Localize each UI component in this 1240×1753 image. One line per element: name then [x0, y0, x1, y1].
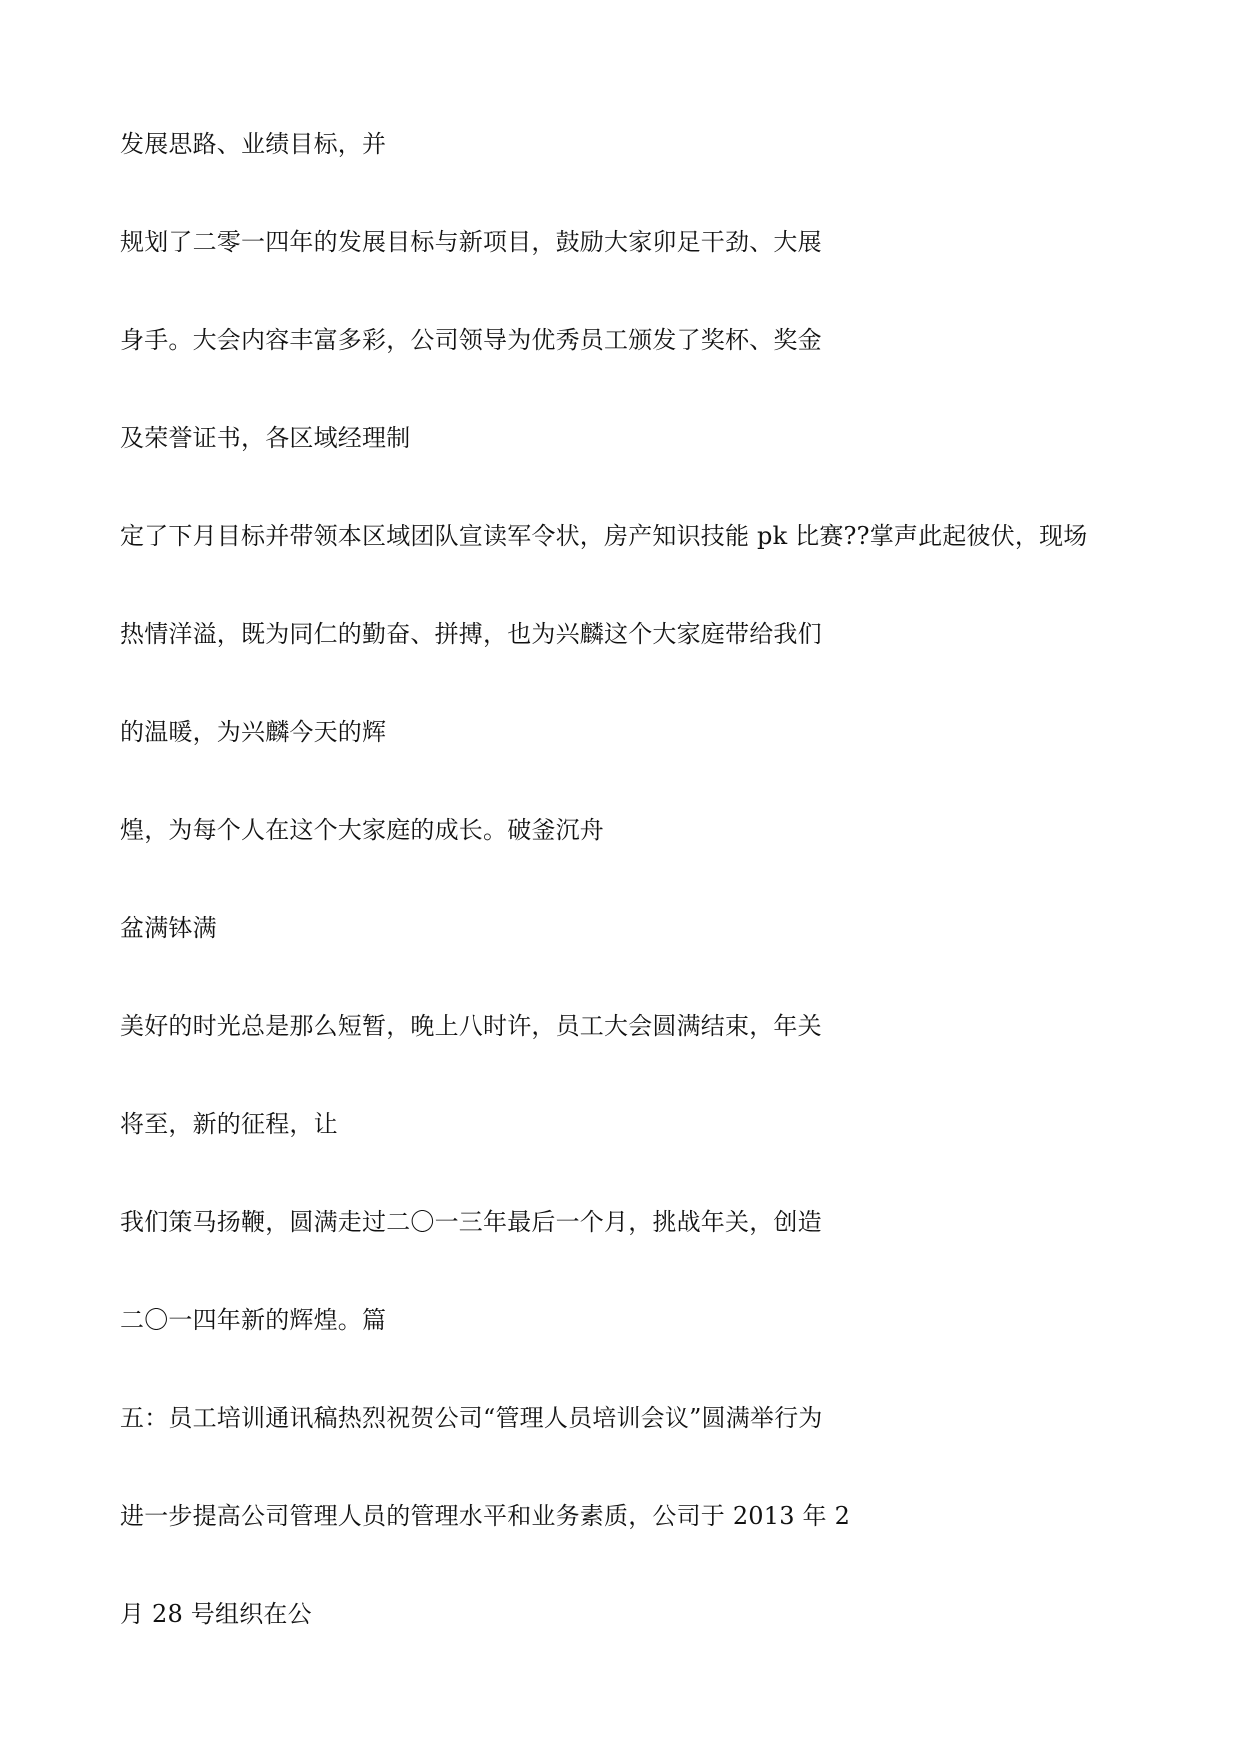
section-title-line: 五：员工培训通讯稿热烈祝贺公司“管理人员培训会议”圆满举行为 [120, 1404, 823, 1432]
text-line: 规划了二零一四年的发展目标与新项目，鼓励大家卯足干劲、大展 [120, 228, 822, 256]
text-line: 煌，为每个人在这个大家庭的成长。破釜沉舟 [120, 816, 604, 844]
text-line: 的温暖，为兴麟今天的辉 [120, 718, 387, 746]
text-line: 定了下月目标并带领本区域团队宣读军令状，房产知识技能 pk 比赛??掌声此起彼伏，现场 [120, 522, 1088, 550]
text-line: 我们策马扬鞭，圆满走过二〇一三年最后一个月，挑战年关，创造 [120, 1208, 822, 1236]
text-line: 月 28 号组织在公 [120, 1600, 312, 1628]
text-line: 进一步提高公司管理人员的管理水平和业务素质，公司于 2013 年 2 [120, 1502, 851, 1530]
text-line: 身手。大会内容丰富多彩，公司领导为优秀员工颁发了奖杯、奖金 [120, 326, 822, 354]
text-line: 及荣誉证书，各区域经理制 [120, 424, 411, 452]
text-line: 二〇一四年新的辉煌。篇 [120, 1306, 387, 1334]
text-line: 发展思路、业绩目标，并 [120, 130, 387, 158]
text-line: 热情洋溢，既为同仁的勤奋、拼搏，也为兴麟这个大家庭带给我们 [120, 620, 822, 648]
text-line: 美好的时光总是那么短暂，晚上八时许，员工大会圆满结束，年关 [120, 1012, 822, 1040]
text-line: 将至，新的征程，让 [120, 1110, 338, 1138]
section-heading-line: 盆满钵满 [120, 914, 217, 942]
